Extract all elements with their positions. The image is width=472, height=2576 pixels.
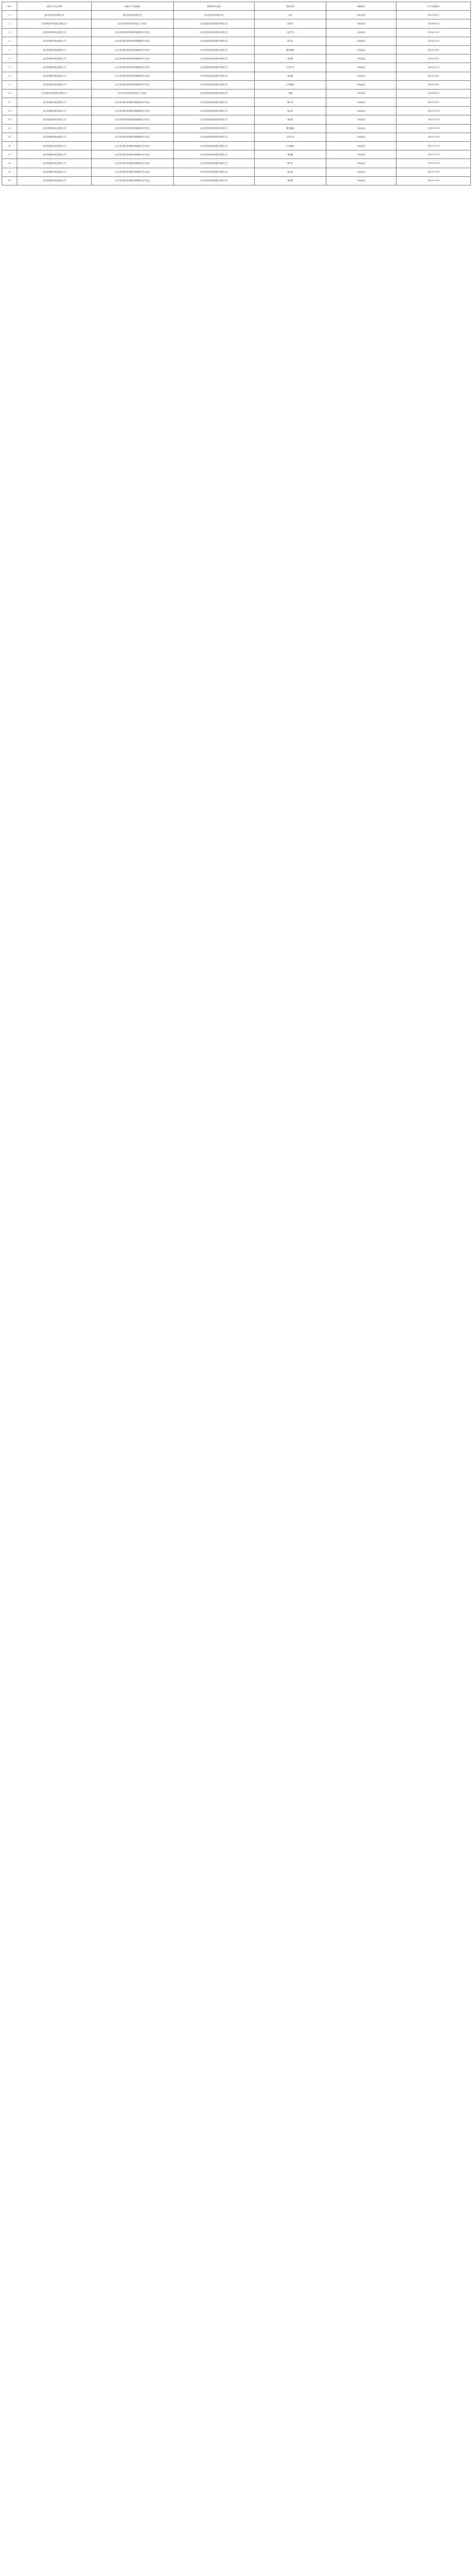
header-cell: 被抽样单位名称	[174, 2, 255, 11]
row-number-cell: 3	[2, 28, 17, 37]
specification-cell: 200g/袋	[326, 159, 396, 168]
sampled-unit-cell: 北京物美商业集团股份有限公司	[174, 168, 255, 176]
production-date-cell: 2019-07-03	[396, 124, 471, 133]
food-name-cell: 熏鸡架	[255, 176, 326, 185]
row-number-cell: 6	[2, 54, 17, 63]
manufacturer-address-cell: 北京市怀柔区桥梓镇怀柔雁栖经济开发区	[92, 37, 174, 45]
table-row	[2, 150, 471, 159]
row-number-cell: 20	[2, 176, 17, 185]
row-number-cell: 2	[2, 19, 17, 28]
manufacturer-cell: 北京美滋源肉制品有限公司	[17, 115, 92, 124]
food-name-cell: 酱牛肉	[255, 159, 326, 168]
manufacturer-cell: 北京美滋源肉制品有限公司	[17, 45, 92, 54]
specification-cell: 150g/袋	[326, 150, 396, 159]
food-name-cell: 酱香猪蹄	[255, 45, 326, 54]
table-row	[2, 80, 471, 89]
row-number-cell: 4	[2, 37, 17, 45]
manufacturer-cell: 重庆宜家食品有限公司	[17, 11, 92, 19]
specification-cell: 260g/袋	[326, 80, 396, 89]
manufacturer-address-cell: 北京市怀柔区桥梓镇怀柔雁栖经济开发区	[92, 176, 174, 185]
row-number-cell: 18	[2, 159, 17, 168]
production-date-cell: 2019-07-02	[396, 37, 471, 45]
production-date-cell: 2019-07-04	[396, 176, 471, 185]
row-number-cell: 12	[2, 107, 17, 115]
manufacturer-cell: 北京尊良家鸡禽食品有限公司	[17, 19, 92, 28]
manufacturer-address-cell: 北京市怀柔区杨宋镇龙志工业园区	[92, 19, 174, 28]
specification-cell: 180g/袋	[326, 168, 396, 176]
production-date-cell: 2019-07-03	[396, 107, 471, 115]
row-number-cell: 17	[2, 150, 17, 159]
row-number-cell: 8	[2, 72, 17, 80]
production-date-cell: 2019-06-14	[396, 89, 471, 98]
manufacturer-address-cell: 北京市怀柔区桥梓镇怀柔雁栖经济开发区	[92, 45, 174, 54]
table-row	[2, 45, 471, 54]
specification-cell: 300克/袋	[326, 11, 396, 19]
row-number-cell: 15	[2, 133, 17, 141]
production-date-cell: 2019-07-03	[396, 115, 471, 124]
manufacturer-cell: 北京美滋源肉制品有限公司	[17, 72, 92, 80]
sampled-unit-cell: 北京物美商业集团股份有限公司	[174, 63, 255, 72]
table-row	[2, 11, 471, 19]
food-name-cell: 熏鸡腿	[255, 150, 326, 159]
production-date-cell: 2019-07-01	[396, 98, 471, 107]
manufacturer-address-cell: 北京市怀柔区桥梓镇怀柔雁栖经济开发区	[92, 80, 174, 89]
table-row	[2, 72, 471, 80]
sampled-unit-cell: 北京物美商业集团股份有限公司	[174, 89, 255, 98]
specification-cell: 180g/袋	[326, 37, 396, 45]
sampled-unit-cell: 北京物美商业集团股份有限公司	[174, 28, 255, 37]
specification-cell: 180g/袋	[326, 107, 396, 115]
sampled-unit-cell: 北京物美商业集团股份有限公司	[174, 45, 255, 54]
manufacturer-address-cell: 北京市怀柔区桥梓镇怀柔雁栖经济开发区	[92, 142, 174, 150]
header-cell: 生产日期/批号	[396, 2, 471, 11]
production-date-cell: 2019-06-14	[396, 19, 471, 28]
production-date-cell: 2019-07-03	[396, 133, 471, 141]
row-number-cell: 13	[2, 115, 17, 124]
table-row	[2, 98, 471, 107]
table-header-row	[2, 2, 471, 11]
manufacturer-cell: 北京美滋源肉制品有限公司	[17, 80, 92, 89]
manufacturer-cell: 北京美滋源肉制品有限公司	[17, 107, 92, 115]
table-row	[2, 124, 471, 133]
row-number-cell: 7	[2, 63, 17, 72]
production-date-cell: 2019-07-01	[396, 54, 471, 63]
manufacturer-cell: 北京美滋源肉制品有限公司	[17, 133, 92, 141]
manufacturer-address-cell: 北京市怀柔区桥梓镇怀柔雁栖经济开发区	[92, 72, 174, 80]
manufacturer-cell: 北京美滋源肉制品有限公司	[17, 176, 92, 185]
sampled-unit-cell: 北京物美商业集团股份有限公司	[174, 19, 255, 28]
production-date-cell: 2019-07-01	[396, 80, 471, 89]
sampled-unit-cell: 北京物美商业集团股份有限公司	[174, 80, 255, 89]
production-date-cell: 2019-07-01	[396, 28, 471, 37]
sampled-unit-cell: 北京物美商业集团股份有限公司	[174, 159, 255, 168]
food-name-cell: 五香牛肉	[255, 28, 326, 37]
table-row	[2, 142, 471, 150]
specification-cell: 150g/袋	[326, 72, 396, 80]
row-number-cell: 14	[2, 124, 17, 133]
table-body	[2, 11, 471, 185]
food-name-cell: 猪头肉	[255, 107, 326, 115]
row-number-cell: 1	[2, 11, 17, 19]
table-row	[2, 63, 471, 72]
header-cell: 序号	[2, 2, 17, 11]
manufacturer-address-cell: 北京市怀柔区桥梓镇怀柔雁栖经济开发区	[92, 98, 174, 107]
specification-cell: 350g/袋	[326, 124, 396, 133]
row-number-cell: 9	[2, 80, 17, 89]
sampled-unit-cell: 北京物美商业集团股份有限公司	[174, 115, 255, 124]
production-date-cell: 2019-07-01	[396, 45, 471, 54]
food-name-cell: 酱牛肉	[255, 98, 326, 107]
sampled-unit-cell: 北京宜家家居有限公司	[174, 11, 255, 19]
table-row	[2, 89, 471, 98]
sampled-unit-cell: 北京物美商业集团股份有限公司	[174, 124, 255, 133]
manufacturer-cell: 北京美滋源肉制品有限公司	[17, 37, 92, 45]
sampled-unit-cell: 北京物美商业集团股份有限公司	[174, 133, 255, 141]
table-row	[2, 107, 471, 115]
food-name-cell: 熏鸡架	[255, 115, 326, 124]
production-date-cell: 2019-05-27	[396, 11, 471, 19]
manufacturer-cell: 北京美滋源肉制品有限公司	[17, 159, 92, 168]
production-date-cell: 2019-07-02	[396, 63, 471, 72]
manufacturer-cell: 北京美滋源肉制品有限公司	[17, 28, 92, 37]
table-row	[2, 168, 471, 176]
table-row	[2, 159, 471, 168]
manufacturer-address-cell: 重庆宜家食品有限公司	[92, 11, 174, 19]
manufacturer-address-cell: 北京市怀柔区桥梓镇怀柔雁栖经济开发区	[92, 168, 174, 176]
sampled-unit-cell: 北京物美商业集团股份有限公司	[174, 72, 255, 80]
row-number-cell: 5	[2, 45, 17, 54]
specification-cell: 200g/袋	[326, 133, 396, 141]
specification-cell: 200g/袋	[326, 115, 396, 124]
row-number-cell: 11	[2, 98, 17, 107]
header-cell: 食品名称	[255, 2, 326, 11]
manufacturer-address-cell: 北京市怀柔区桥梓镇怀柔雁栖经济开发区	[92, 28, 174, 37]
manufacturer-cell: 北京尊良家鸡禽食品有限公司	[17, 89, 92, 98]
table-row	[2, 19, 471, 28]
specification-cell: 200g/袋	[326, 28, 396, 37]
production-date-cell: 2019-07-03	[396, 150, 471, 159]
header-cell: 规格型号	[326, 2, 396, 11]
manufacturer-cell: 北京美滋源肉制品有限公司	[17, 54, 92, 63]
food-name-cell: 五香牛肉	[255, 133, 326, 141]
sampled-unit-cell: 北京物美商业集团股份有限公司	[174, 176, 255, 185]
manufacturer-cell: 北京美滋源肉制品有限公司	[17, 124, 92, 133]
manufacturer-address-cell: 北京市怀柔区桥梓镇怀柔雁栖经济开发区	[92, 133, 174, 141]
food-name-cell: 白切猪肚	[255, 142, 326, 150]
manufacturer-cell: 北京美滋源肉制品有限公司	[17, 168, 92, 176]
table-row	[2, 54, 471, 63]
manufacturer-cell: 北京美滋源肉制品有限公司	[17, 150, 92, 159]
manufacturer-cell: 北京美滋源肉制品有限公司	[17, 142, 92, 150]
table-row	[2, 28, 471, 37]
inspection-results-sheet	[2, 2, 470, 185]
specification-cell: 200g/袋	[326, 98, 396, 107]
sampled-unit-cell: 北京物美商业集团股份有限公司	[174, 107, 255, 115]
food-name-cell: 猪头肉	[255, 37, 326, 45]
manufacturer-address-cell: 北京市怀柔区桥梓镇怀柔雁栖经济开发区	[92, 115, 174, 124]
sampled-unit-cell: 北京物美商业集团股份有限公司	[174, 54, 255, 63]
header-cell: 标称生产企业名称	[17, 2, 92, 11]
specification-cell: 200g/袋	[326, 63, 396, 72]
food-name-cell: 鸡块	[255, 11, 326, 19]
food-name-cell: 熏鸡架	[255, 54, 326, 63]
manufacturer-address-cell: 北京市怀柔区桥梓镇怀柔雁栖经济开发区	[92, 107, 174, 115]
food-name-cell: 白切猪肚	[255, 80, 326, 89]
table-row	[2, 176, 471, 185]
inspection-results-table	[2, 2, 471, 185]
manufacturer-address-cell: 北京市怀柔区杨宋镇龙志工业园区	[92, 89, 174, 98]
food-name-cell: 鸡翅中	[255, 19, 326, 28]
production-date-cell: 2019-07-04	[396, 168, 471, 176]
row-number-cell: 19	[2, 168, 17, 176]
header-cell: 标称生产企业地址	[92, 2, 174, 11]
table-row	[2, 133, 471, 141]
manufacturer-address-cell: 北京市怀柔区桥梓镇怀柔雁栖经济开发区	[92, 150, 174, 159]
sampled-unit-cell: 北京物美商业集团股份有限公司	[174, 37, 255, 45]
food-name-cell: 猪头肉	[255, 168, 326, 176]
specification-cell: 260g/袋	[326, 142, 396, 150]
sampled-unit-cell: 北京物美商业集团股份有限公司	[174, 150, 255, 159]
row-number-cell: 16	[2, 142, 17, 150]
manufacturer-cell: 北京美滋源肉制品有限公司	[17, 63, 92, 72]
manufacturer-address-cell: 北京市怀柔区桥梓镇怀柔雁栖经济开发区	[92, 54, 174, 63]
production-date-cell: 2019-07-01	[396, 72, 471, 80]
table-row	[2, 37, 471, 45]
specification-cell: 500g/袋	[326, 89, 396, 98]
manufacturer-address-cell: 北京市怀柔区桥梓镇怀柔雁栖经济开发区	[92, 63, 174, 72]
specification-cell: 500g/袋	[326, 19, 396, 28]
production-date-cell: 2019-07-03	[396, 159, 471, 168]
row-number-cell: 10	[2, 89, 17, 98]
specification-cell: 350g/袋	[326, 45, 396, 54]
manufacturer-address-cell: 北京市怀柔区桥梓镇怀柔雁栖经济开发区	[92, 124, 174, 133]
specification-cell: 200g/袋	[326, 176, 396, 185]
sampled-unit-cell: 北京物美商业集团股份有限公司	[174, 98, 255, 107]
food-name-cell: 鸡腿	[255, 89, 326, 98]
production-date-cell: 2019-07-03	[396, 142, 471, 150]
food-name-cell: 熏鸡腿	[255, 72, 326, 80]
food-name-cell: 五香牛肉	[255, 63, 326, 72]
table-row	[2, 115, 471, 124]
sampled-unit-cell: 北京物美商业集团股份有限公司	[174, 142, 255, 150]
manufacturer-cell: 北京美滋源肉制品有限公司	[17, 98, 92, 107]
manufacturer-address-cell: 北京市怀柔区桥梓镇怀柔雁栖经济开发区	[92, 159, 174, 168]
specification-cell: 200g/袋	[326, 54, 396, 63]
food-name-cell: 酱香猪蹄	[255, 124, 326, 133]
